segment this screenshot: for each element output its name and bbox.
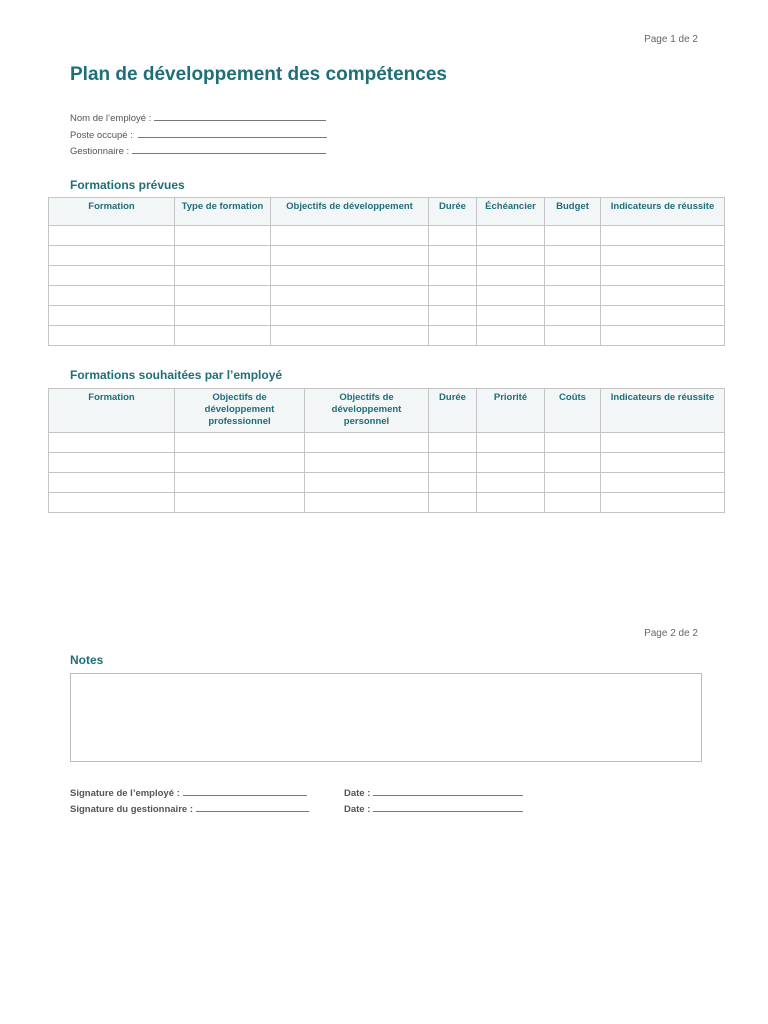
- table-cell[interactable]: [271, 326, 429, 346]
- table-cell[interactable]: [545, 226, 601, 246]
- column-header: Formation: [49, 389, 175, 433]
- page-title: Plan de développement des compétences: [70, 64, 447, 85]
- manager-date-line[interactable]: [373, 802, 523, 812]
- table-cell[interactable]: [305, 493, 429, 513]
- employee-name-field[interactable]: [70, 111, 326, 124]
- table-cell[interactable]: [601, 226, 725, 246]
- table-cell[interactable]: [175, 326, 271, 346]
- column-header: Budget: [545, 198, 601, 226]
- table-cell[interactable]: [429, 326, 477, 346]
- table-cell[interactable]: [545, 286, 601, 306]
- manager-date-field[interactable]: [344, 802, 523, 815]
- table-cell[interactable]: [429, 493, 477, 513]
- manager-signature-label: Signature du gestionnaire :: [70, 804, 193, 815]
- employee-name-label: Nom de l’employé :: [70, 113, 152, 124]
- desired-trainings-heading: Formations souhaitées par l’employé: [70, 368, 283, 382]
- column-header: Objectifs de développement professionnel: [175, 389, 305, 433]
- table-cell[interactable]: [175, 286, 271, 306]
- table-cell[interactable]: [175, 266, 271, 286]
- employee-date-line[interactable]: [373, 786, 523, 796]
- table-cell[interactable]: [271, 306, 429, 326]
- table-row: [49, 433, 725, 453]
- table-cell[interactable]: [429, 473, 477, 493]
- notes-heading: Notes: [70, 653, 104, 667]
- table-cell[interactable]: [271, 286, 429, 306]
- position-label: Poste occupé :: [70, 130, 133, 141]
- table-row: [49, 306, 725, 326]
- table-cell[interactable]: [49, 246, 175, 266]
- table-cell[interactable]: [601, 493, 725, 513]
- table-cell[interactable]: [49, 453, 175, 473]
- table-row: [49, 453, 725, 473]
- employee-name-line[interactable]: [154, 111, 326, 121]
- column-header: Objectifs de développement: [271, 198, 429, 226]
- employee-signature-line[interactable]: [183, 786, 307, 796]
- table-cell[interactable]: [545, 493, 601, 513]
- table-cell[interactable]: [545, 453, 601, 473]
- table-cell[interactable]: [271, 266, 429, 286]
- position-line[interactable]: [138, 128, 327, 138]
- table-cell[interactable]: [477, 306, 545, 326]
- manager-signature-field[interactable]: [70, 802, 309, 815]
- date-label: Date :: [344, 788, 371, 799]
- table-cell[interactable]: [477, 266, 545, 286]
- table-cell[interactable]: [175, 246, 271, 266]
- table-cell[interactable]: [49, 266, 175, 286]
- table-cell[interactable]: [429, 266, 477, 286]
- table-cell[interactable]: [477, 326, 545, 346]
- table-cell[interactable]: [49, 493, 175, 513]
- table-cell[interactable]: [477, 453, 545, 473]
- table-cell[interactable]: [49, 306, 175, 326]
- table-cell[interactable]: [49, 433, 175, 453]
- table-cell[interactable]: [477, 246, 545, 266]
- table-cell[interactable]: [601, 306, 725, 326]
- table-header-row: [49, 389, 725, 433]
- table-cell[interactable]: [175, 433, 305, 453]
- column-header: Durée: [429, 198, 477, 226]
- table-cell[interactable]: [601, 453, 725, 473]
- manager-label: Gestionnaire :: [70, 146, 130, 157]
- table-row: [49, 286, 725, 306]
- manager-field[interactable]: [70, 144, 326, 157]
- table-cell[interactable]: [175, 453, 305, 473]
- table-cell[interactable]: [545, 473, 601, 493]
- table-cell[interactable]: [305, 473, 429, 493]
- page-number-2: Page 2 de 2: [644, 628, 698, 639]
- table-row: [49, 226, 725, 246]
- planned-trainings-heading: Formations prévues: [70, 178, 185, 192]
- table-cell[interactable]: [49, 473, 175, 493]
- table-cell[interactable]: [49, 286, 175, 306]
- manager-signature-line[interactable]: [196, 802, 309, 812]
- table-cell[interactable]: [545, 306, 601, 326]
- table-cell[interactable]: [429, 246, 477, 266]
- table-cell[interactable]: [601, 266, 725, 286]
- table-cell[interactable]: [49, 326, 175, 346]
- table-cell[interactable]: [601, 246, 725, 266]
- table-cell[interactable]: [545, 266, 601, 286]
- table-cell[interactable]: [49, 226, 175, 246]
- table-cell[interactable]: [545, 433, 601, 453]
- table-row: [49, 326, 725, 346]
- table-cell[interactable]: [175, 473, 305, 493]
- table-row: [49, 266, 725, 286]
- table-cell[interactable]: [601, 326, 725, 346]
- column-header: Formation: [49, 198, 175, 226]
- planned-trainings-table: [48, 197, 725, 346]
- table-cell[interactable]: [477, 433, 545, 453]
- position-field[interactable]: [70, 128, 327, 141]
- column-header: Durée: [429, 389, 477, 433]
- table-cell[interactable]: [429, 226, 477, 246]
- desired-trainings-table: [48, 388, 725, 513]
- employee-signature-field[interactable]: [70, 786, 307, 799]
- table-cell[interactable]: [305, 433, 429, 453]
- table-cell[interactable]: [429, 286, 477, 306]
- table-cell[interactable]: [545, 246, 601, 266]
- table-cell[interactable]: [271, 246, 429, 266]
- column-header: Priorité: [477, 389, 545, 433]
- table-cell[interactable]: [601, 286, 725, 306]
- page-number: Page 1 de 2: [644, 34, 698, 45]
- employee-date-field[interactable]: [344, 786, 523, 799]
- table-cell[interactable]: [545, 326, 601, 346]
- table-cell[interactable]: [175, 306, 271, 326]
- table-cell[interactable]: [601, 433, 725, 453]
- employee-signature-label: Signature de l’employé :: [70, 788, 180, 799]
- column-header: Type de formation: [175, 198, 271, 226]
- table-row: [49, 246, 725, 266]
- column-header: Objectifs de développement personnel: [305, 389, 429, 433]
- table-cell[interactable]: [429, 453, 477, 473]
- table-header-row: [49, 198, 725, 226]
- table-cell[interactable]: [477, 493, 545, 513]
- table-cell[interactable]: [429, 306, 477, 326]
- table-cell[interactable]: [477, 286, 545, 306]
- table-cell[interactable]: [175, 226, 271, 246]
- date-label: Date :: [344, 804, 371, 815]
- column-header: Coûts: [545, 389, 601, 433]
- table-row: [49, 493, 725, 513]
- table-cell[interactable]: [271, 226, 429, 246]
- table-row: [49, 473, 725, 493]
- table-cell[interactable]: [477, 473, 545, 493]
- table-cell[interactable]: [305, 453, 429, 473]
- manager-line[interactable]: [132, 144, 326, 154]
- notes-box[interactable]: [70, 673, 702, 762]
- table-cell[interactable]: [477, 226, 545, 246]
- table-cell[interactable]: [429, 433, 477, 453]
- column-header: Échéancier: [477, 198, 545, 226]
- table-cell[interactable]: [601, 473, 725, 493]
- table-cell[interactable]: [175, 493, 305, 513]
- column-header: Indicateurs de réussite: [601, 198, 725, 226]
- column-header: Indicateurs de réussite: [601, 389, 725, 433]
